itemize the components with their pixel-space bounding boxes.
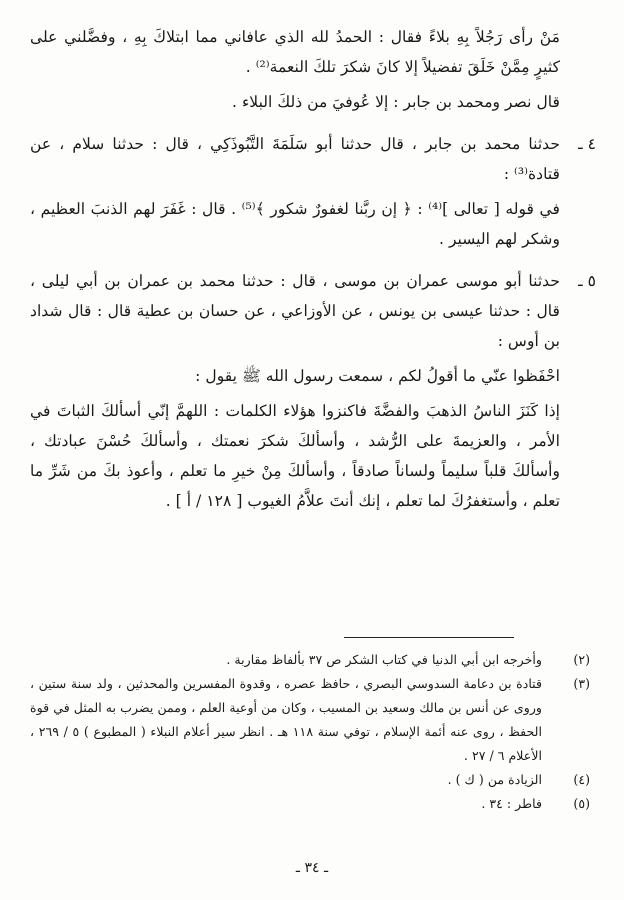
- footnote-number: (٣): [573, 676, 590, 691]
- footnote-number: (٥): [573, 796, 590, 811]
- main-text: [30, 22, 596, 516]
- hadith-4-chain: حدثنا محمد بن جابر ، قال حدثنا أبو سَلَمَةَ التَّبُوذَكِي ، قال : حدثنا سلام ، عن قتادة⁽³⁾ :: [30, 135, 560, 183]
- footnote: [30, 648, 596, 672]
- footnote-number: (٤): [573, 772, 590, 787]
- hadith-number: ٥ ـ: [578, 272, 596, 290]
- footnote: [30, 768, 596, 792]
- footnote: [30, 672, 596, 768]
- footnote-number: (٢): [573, 652, 590, 667]
- hadith-5-chain: حدثنا أبو موسى عمران بن موسى ، قال : حدثنا محمد بن عمران بن أبي ليلى ، قال : حدثنا عيسى بن يونس ، عن الأوزاعي ، عن حسان بن عطية قال : قال شداد بن أوس :: [30, 272, 560, 350]
- paragraph-7: إذا كَنَزَ الناسُ الذهبَ والفضَّةَ فاكنزوا هؤلاء الكلمات : اللهمَّ إنّي أسألكَ الثباتَ في الأمر ، والعزيمةَ على الرُّشد ، وأسألكَ شكرَ نعمتك ، وأسألكَ حُسْنَ عبادتك ، وأسألكَ قلباً سليماً ولساناً صادقاً ، وأسألكَ مِنْ خيرِ ما تعلم ، وأعوذ بكَ من شَرِّ ما تعلم ، وأستغفرُكَ لما تعلم ، إنك أنتَ علاَّمُ الغيوب [ ١٢٨ / أ ] .: [30, 402, 560, 510]
- footnote-divider: [344, 637, 514, 638]
- footnote-text: قتادة بن دعامة السدوسي البصري ، حافظ عصره ، وقدوة المفسرين والمحدثين ، ولد سنة ستين ، وروى عن أنس بن مالك وسعيد بن المسيب ، وكان من أوعية العلم ، وممن يضرب به المثل في قوة الحفظ ، روى عنه أئمة الإسلام ، توفي سنة ١١٨ هـ . انظر سير أعلام النبلاء ( المطبوع ) ٥ / ٢٦٩ ، الأعلام ٦ / ٢٧ .: [30, 676, 542, 763]
- paragraph-4: في قوله [ تعالى ]⁽⁴⁾ : ﴿ إن ربَّنا لغفورٌ شكور ﴾⁽⁵⁾ . قال : غَفَرَ لهم الذنبَ العظيم ، وشكر لهم اليسير .: [30, 200, 560, 248]
- footnote: [30, 792, 596, 816]
- hadith-4: [30, 129, 596, 189]
- footnote-text: فاطر : ٣٤ .: [481, 796, 542, 811]
- footnotes: [30, 648, 596, 816]
- page-number: ـ ٣٤ ـ: [295, 860, 329, 876]
- paragraph-2: قال نصر ومحمد بن جابر : إلا عُوفيَ من ذلكَ البلاء .: [232, 93, 560, 111]
- paragraph-1: مَنْ رأى رَجُلاً بِهِ بلاءً فقال : الحمدُ لله الذي عافاني مما ابتلاكَ بِهِ ، وفضَّلني على كثيرٍ مِمَّنْ خَلَقَ تفضيلاً إلا كانَ شكرَ تلكَ النعمة⁽²⁾ .: [30, 28, 560, 76]
- paragraph-6: احْفَظوا عنّي ما أقولُ لكم ، سمعت رسول الله ﷺ يقول :: [195, 367, 560, 385]
- footnote-text: وأخرجه ابن أبي الدنيا في كتاب الشكر ص ٣٧ بألفاظ مقاربة .: [226, 652, 542, 667]
- footnote-text: الزيادة من ( ك ) .: [447, 772, 542, 787]
- hadith-5: [30, 266, 596, 356]
- hadith-number: ٤ ـ: [578, 135, 596, 153]
